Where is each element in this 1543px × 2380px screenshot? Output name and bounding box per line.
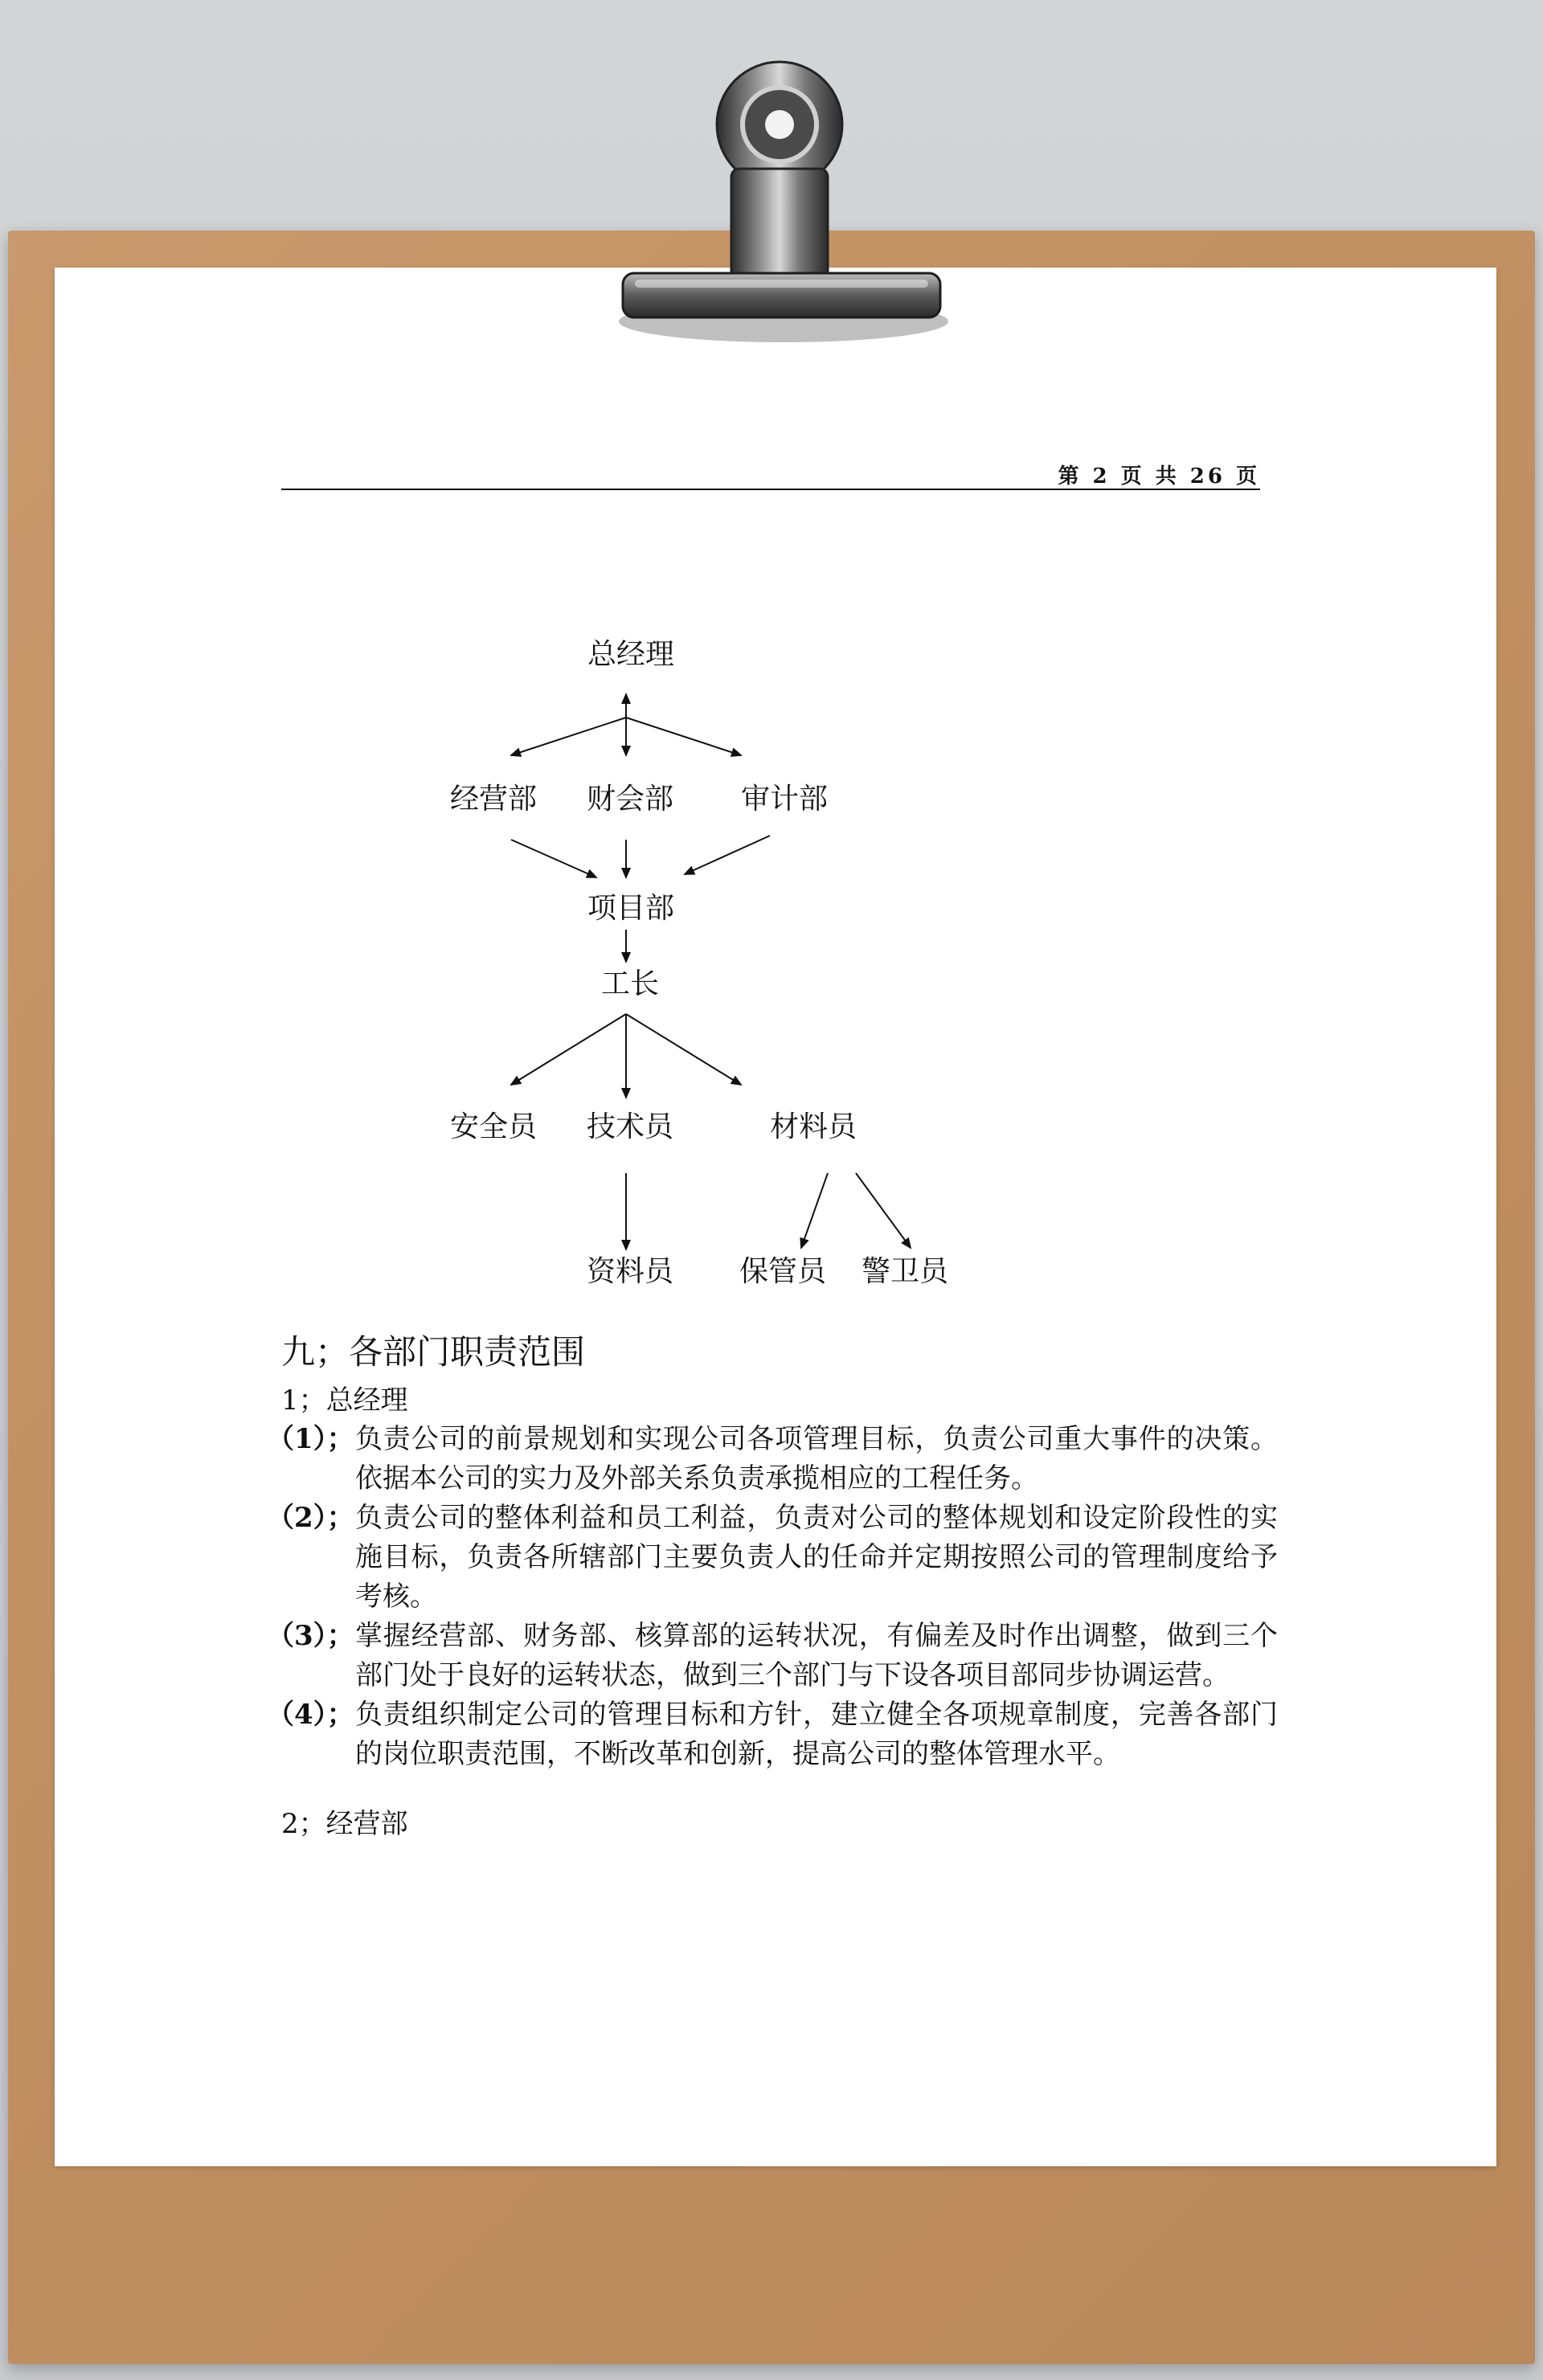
section-title: 九；各部门职责范围	[281, 1332, 586, 1372]
list-item	[267, 1420, 1278, 1499]
item-label: （2）；	[267, 1502, 354, 1534]
node-storekeeper: 保管员	[739, 1255, 827, 1288]
item-label: （3）；	[267, 1620, 354, 1652]
node-technician: 技术员	[586, 1110, 674, 1143]
item-text: 负责公司的前景规划和实现公司各项管理目标，负责公司重大事件的决策。依据本公司的实力及外部关系负责承揽相应的工程任务。	[355, 1423, 1278, 1495]
node-guard: 警卫员	[861, 1255, 949, 1288]
edge-foreman-safety	[511, 1014, 626, 1085]
list-item	[267, 1499, 1278, 1617]
node-safety-officer: 安全员	[449, 1110, 538, 1143]
item-text: 掌握经营部、财务部、核算部的运转状况，有偏差及时作出调整，做到三个部门处于良好的运转状态，做到三个部门与下设各项目部同步协调运营。	[355, 1620, 1278, 1691]
edge-foreman-materials	[626, 1014, 741, 1085]
item-label: （4）；	[267, 1699, 354, 1731]
node-foreman: 工长	[600, 967, 660, 1000]
list-item	[267, 1695, 1278, 1774]
duties-section	[267, 1330, 1278, 1843]
item-text: 负责组织制定公司的管理目标和方针，建立健全各项规章制度，完善各部门的岗位职责范围，不断改革和创新，提高公司的整体管理水平。	[355, 1699, 1278, 1770]
item-text: 负责公司的整体利益和员工利益，负责对公司的整体规划和设定阶段性的实施目标，负责各所辖部门主要负责人的任命并定期按照公司的管理制度给予考核。	[355, 1502, 1278, 1613]
node-documentation-officer: 资料员	[586, 1255, 674, 1288]
item-label: （1）；	[267, 1423, 354, 1455]
edge-gm-operations	[511, 718, 626, 755]
subsection-title: 1；总经理	[281, 1384, 408, 1417]
node-materials-officer: 材料员	[769, 1110, 857, 1143]
edge-operations-project	[511, 840, 596, 877]
node-general-manager: 总经理	[587, 638, 675, 671]
node-operations-dept: 经营部	[449, 783, 538, 816]
page-number: 第 2 页 共 26 页	[1058, 464, 1260, 489]
edge-gm-audit	[626, 718, 741, 755]
node-audit-dept: 审计部	[740, 783, 829, 816]
list-item	[267, 1617, 1278, 1695]
edge-materials-guard	[856, 1173, 911, 1248]
node-finance-dept: 财会部	[586, 783, 674, 816]
edge-materials-storekeeper	[801, 1173, 828, 1248]
subsection-title: 2；经营部	[281, 1808, 408, 1840]
edge-audit-project	[685, 836, 770, 874]
node-project-dept: 项目部	[587, 892, 675, 925]
